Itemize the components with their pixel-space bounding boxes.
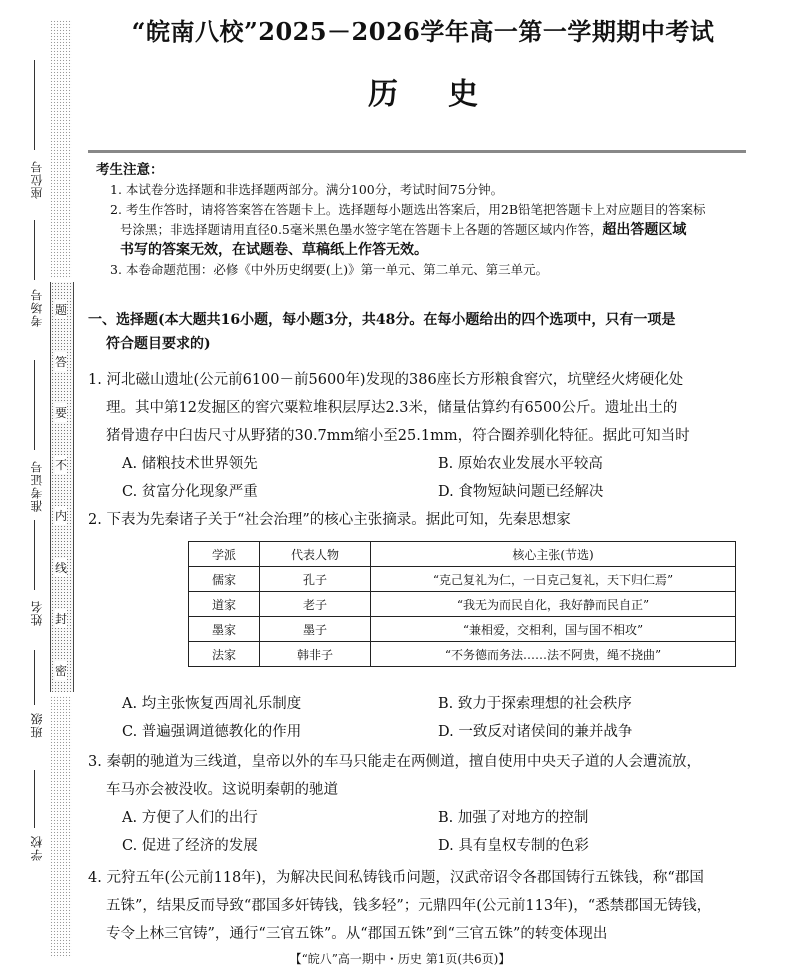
table-header-row [189, 542, 736, 567]
seal-char: 封 [55, 609, 67, 628]
option-c[interactable]: C. 贫富分化现象严重 [122, 484, 258, 500]
notice-emphasis: 书写的答案无效，在试题卷、草稿纸上作答无效。 [120, 242, 428, 258]
section-heading [88, 308, 748, 356]
table-cell: 韩非子 [260, 642, 371, 667]
admission-number-label: 准考证号 [30, 460, 44, 512]
seal-line-text [54, 300, 68, 680]
school-label: 学校 [30, 835, 44, 861]
exam-title: “皖南八校”2025－2026学年高一第一学期期中考试 [131, 17, 715, 46]
page-footer: 【“皖八”高一期中・历史 第1页(共6页)】 [289, 952, 511, 966]
options [88, 690, 752, 746]
table-cell: 孔子 [260, 567, 371, 592]
table-row [189, 642, 736, 667]
table-cell: 法家 [189, 642, 260, 667]
dotted-strip-top [50, 20, 72, 278]
table-header: 学派 [189, 542, 260, 567]
question-3 [88, 748, 752, 860]
options [88, 804, 752, 860]
notice-emphasis: 超出答题区域 [602, 222, 687, 238]
notice-item-continued [96, 240, 746, 260]
option-a[interactable]: A. 均主张恢复西周礼乐制度 [122, 696, 302, 712]
option-a[interactable]: A. 方便了人们的出行 [122, 810, 258, 826]
question-line: 猪骨遗存中臼齿尺寸从野猪的30.7mm缩小至25.1mm，符合圈养驯化特征。据此可知当时 [106, 428, 690, 444]
notice-item-continued [96, 220, 746, 240]
table-cell: “我无为而民自化，我好静而民自正” [371, 592, 736, 617]
table-row [189, 592, 736, 617]
seal-char: 要 [55, 403, 67, 422]
notice-item: 1. 本试卷分选择题和非选择题两部分。满分100分，考试时间75分钟。 [110, 182, 504, 197]
binding-margin [0, 0, 78, 978]
subject-title: 历史 [368, 77, 528, 112]
question-1 [88, 366, 752, 506]
notice-text: 号涂黑；非选择题请用直径0.5毫米黑色墨水签字笔在答题卡上各题的答题区域内作答， [120, 222, 603, 237]
seat-number-line [34, 60, 35, 150]
table-header: 代表人物 [260, 542, 371, 567]
table-cell: 儒家 [189, 567, 260, 592]
table-row [189, 567, 736, 592]
option-c[interactable]: C. 促进了经济的发展 [122, 838, 258, 854]
dotted-strip-bottom [50, 696, 72, 958]
name-label: 姓名 [30, 600, 44, 626]
question-4 [88, 864, 752, 948]
table-cell: 道家 [189, 592, 260, 617]
option-d[interactable]: D. 具有皇权专制的色彩 [438, 838, 589, 854]
exam-page [88, 0, 758, 942]
notice-item: 2. 考生作答时，请将答案答在答题卡上。选择题每小题选出答案后，用2B铅笔把答题卡上对应题目的答案标 [110, 202, 706, 217]
option-b[interactable]: B. 原始农业发展水平较高 [438, 456, 603, 472]
question-line: 专令上林三官铸”，通行“三官五铢”。从“郡国五铢”到“三官五铢”的转变体现出 [106, 926, 608, 942]
question-line: 4. 元狩五年(公元前118年)，为解决民间私铸钱币问题，汉武帝诏令各郡国铸行五铢钱，称“郡国 [88, 870, 704, 886]
seal-char: 答 [55, 352, 67, 371]
option-c[interactable]: C. 普遍强调道德教化的作用 [122, 724, 302, 740]
question-2 [88, 506, 752, 534]
table-cell: “不务德而务法……法不阿贵，绳不挠曲” [371, 642, 736, 667]
options [88, 450, 752, 506]
table-cell: “兼相爱，交相利，国与国不相攻” [371, 617, 736, 642]
option-b[interactable]: B. 加强了对地方的控制 [438, 810, 589, 826]
question-line: 车马亦会被没收。这说明秦朝的驰道 [106, 782, 338, 798]
exam-room-line [34, 220, 35, 280]
table-cell: 老子 [260, 592, 371, 617]
name-line [34, 520, 35, 590]
option-b[interactable]: B. 致力于探索理想的社会秩序 [438, 696, 632, 712]
school-line [34, 770, 35, 828]
seal-char: 不 [55, 455, 67, 474]
table-cell: “克己复礼为仁，一日克己复礼，天下归仁焉” [371, 567, 736, 592]
seal-char: 题 [55, 300, 67, 319]
table-cell: 墨家 [189, 617, 260, 642]
candidate-notice [96, 160, 746, 280]
question-line: 理。其中第12发掘区的窖穴粟粒堆积层厚达2.3米，储量估算约有6500公斤。遗址出土的 [106, 400, 678, 416]
option-d[interactable]: D. 食物短缺问题已经解决 [438, 484, 604, 500]
seal-char: 内 [55, 506, 67, 525]
question-line: 五铢”，结果反而导致“郡国多奸铸钱，钱多轻”；元鼎四年(公元前113年)，“悉禁郡国无铸钱， [106, 898, 712, 914]
option-a[interactable]: A. 储粮技术世界领先 [122, 456, 258, 472]
class-line [34, 650, 35, 705]
table-row [189, 617, 736, 642]
option-d[interactable]: D. 一致反对诸侯间的兼并战争 [438, 724, 633, 740]
table-cell: 墨子 [260, 617, 371, 642]
schools-table [188, 541, 736, 667]
question-line: 3. 秦朝的驰道为三线道，皇帝以外的车马只能走在两侧道，擅自使用中央天子道的人会遭流放， [88, 754, 701, 770]
section-line: 一、选择题(本大题共16小题，每小题3分，共48分。在每小题给出的四个选项中，只有一项是 [88, 312, 676, 328]
admission-number-line [34, 360, 35, 450]
question-line: 2. 下表为先秦诸子关于“社会治理”的核心主张摘录。据此可知，先秦思想家 [88, 512, 571, 528]
class-label: 班级 [30, 712, 44, 738]
section-line: 符合题目要求的) [106, 336, 211, 352]
exam-room-label: 考场号 [30, 288, 44, 327]
table-header: 核心主张(节选) [371, 542, 736, 567]
notice-heading: 考生注意： [96, 162, 164, 178]
question-line: 1. 河北磁山遗址(公元前6100－前5600年)发现的386座长方形粮食窖穴，坑壁经火烤硬化处 [88, 372, 684, 388]
question-2-options [88, 690, 752, 746]
seat-number-label: 座位号 [30, 160, 44, 199]
header-divider [88, 150, 746, 153]
seal-char: 密 [55, 661, 67, 680]
notice-item: 3. 本卷命题范围：必修《中外历史纲要(上)》第一单元、第二单元、第三单元。 [110, 262, 549, 277]
seal-char: 线 [55, 558, 67, 577]
